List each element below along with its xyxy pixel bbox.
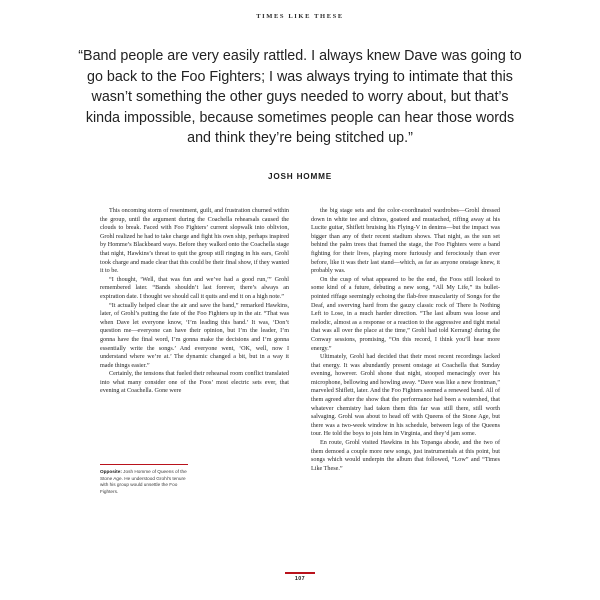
body-columns xyxy=(100,207,500,473)
paragraph: On the cusp of what appeared to be the end, the Foos still looked to some kind of a future, debuting a new song, “All My Life,” its bullet-pointed riffage seemingly echoing the flab-free muscularity of Songs for the Deaf, and swerving hard from the gauzy classic rock of There Is Nothing Left to Lose, in a much harder direction. “The last album was loose and melodic, almost as a response or a reaction to the aggressive and tight metal that was all over the place at the time,” Grohl had told Kerrang! during the Conway sessions, promising, “On this record, I think you’ll hear more energy.” xyxy=(311,276,500,352)
paragraph: Ultimately, Grohl had decided that their most recent recordings lacked that energy. It was abundantly present onstage at Coachella that Sunday evening, however. Grohl shone that night, stooped menacingly over his microphone, bellowing and howling away. “Dave was like a new frontman,” marveled Shiflett, later. And the Foo Fighters seemed a renewed band. All of them agreed after the show that the performance had been a watershed, that whatever chemistry had taken them this far was still there, still worth salvaging. Grohl was about to head off with Queens of the Stone Age, but there was a two-week window in his schedule, between legs of the Queens tour. He told the boys to join him in Virginia, and they’d jam some. xyxy=(311,354,500,438)
paragraph: This oncoming storm of resentment, guilt, and frustration churned within the group, until the argument during the Coachella rehearsals caused the clouds to break. Faced with Foo Fighters’ current slopwalk into oblivion, Grohl realized he had to take charge and fight his own ship, perhaps inspired by Homme’s Blackbeard ways. Before they walked onto the Coachella stage that night, Hawkins’s threat to quit the group still ringing in his ears, Grohl took charge and made clear that this could be their final show, if they wanted it to be. xyxy=(100,208,289,275)
body-column-right xyxy=(311,207,500,473)
folio xyxy=(285,572,315,582)
caption-body: Josh Homme of Queens of the Stone Age. He understood Grohl’s tenure with his group would unsettle the Foo Fighters. xyxy=(100,469,187,494)
pull-quote: “Band people are very easily rattled. I always knew Dave was going to go back to the Foo Fighters; I was always trying to intimate that this wasn’t something the other guys needed to worry about, but that’s kinda impossible, because sometimes people can hear those words and think they’re being stitched up.” xyxy=(78,48,522,146)
pull-quote-attribution: JOSH HOMME xyxy=(268,172,332,181)
paragraph: “I thought, ‘Well, that was fun and we’ve had a good run,’” Grohl remembered later. “Bands shouldn’t last forever, there’s always an expiration date. I thought we should call it quits and end it on a high note.” xyxy=(100,276,289,300)
paragraph: the big stage sets and the color-coordinated wardrobes—Grohl dressed down in white tee and chinos, goateed and mustached, riffing away at his Lucite guitar, Shiflett bruising his Flying-V in denims—but the impact was bigger than any of their recent stadium shows. That night, as the sun set behind the palm trees that framed the stage, the Foo Fighters were a band fighting for their lives, playing more furiously and ferociously than ever before, like it was their last stand—which, as far as anyone onstage knew, it probably was. xyxy=(311,208,500,275)
photo-caption xyxy=(100,464,192,495)
running-head: TIMES LIKE THESE xyxy=(256,13,344,20)
paragraph: En route, Grohl visited Hawkins in his Topanga abode, and the two of them demoed a couple more new songs, just instrumentals at this point, but songs which would underpin the album that followed, “Low” and “Times Like These.” xyxy=(311,440,500,472)
body-column-left xyxy=(100,207,289,473)
paragraph: “It actually helped clear the air and save the band,” remarked Hawkins, later, of Grohl’s putting the fate of the Foo Fighters up in the air. “That was when Dave let everyone know, ‘I’m leading this band.’ It was, ‘Don’t question me—everyone can have their opinion, but I’m the leader, I’m gonna have the final word, I’m gonna make the decisions and I’m gonna essentially write the songs.’ And everyone went, ‘OK, well, now I understand where we’re at.’ The dynamic changed a bit, but in a way it made things easier.” xyxy=(100,302,289,369)
folio-rule xyxy=(285,572,315,574)
caption-lead: Opposite: xyxy=(100,469,122,475)
paragraph: Certainly, the tensions that fueled their rehearsal room conflict translated into what many consider one of the Foos’ most electric sets ever, that evening at Coachella. Gone were xyxy=(100,371,289,395)
caption-rule xyxy=(100,464,188,465)
page-number: 107 xyxy=(294,576,306,582)
